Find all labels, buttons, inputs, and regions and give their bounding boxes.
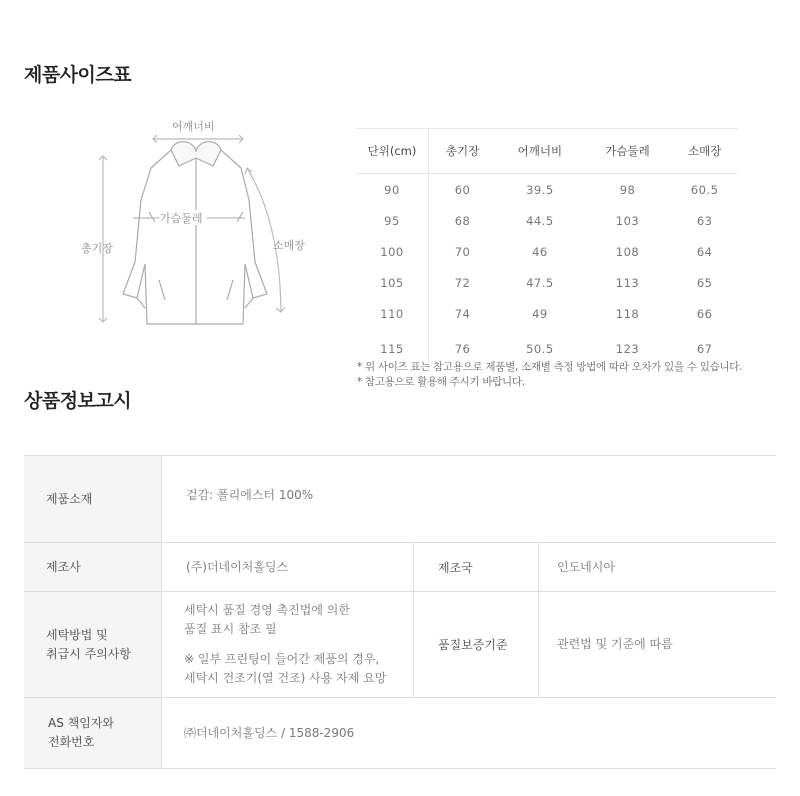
size-cell: 49 [532, 306, 548, 321]
size-cell: 67 [696, 342, 713, 356]
size-cell: 118 [615, 306, 640, 321]
as-label-line2: 전화번호 [48, 735, 95, 749]
warranty-value: 관련법 및 기준에 따름 [557, 637, 673, 651]
header-unit: 단위(cm) [356, 129, 429, 174]
size-cell: 105 [380, 275, 404, 290]
header-chest: 가슴둘레 [584, 129, 672, 174]
jacket-size-diagram [75, 112, 355, 342]
size-cell: 65 [696, 275, 713, 290]
size-cell: 72 [429, 267, 497, 298]
size-cell: 110 [380, 306, 404, 321]
size-cell: 60.5 [690, 182, 719, 197]
size-cell: 108 [615, 244, 640, 259]
material-label: 제품소재 [24, 456, 162, 542]
size-cell: 63 [696, 213, 713, 228]
header-length: 총기장 [429, 129, 497, 174]
header-sleeve: 소매장 [671, 129, 738, 174]
size-cell: 70 [429, 236, 497, 267]
header-shoulder: 어깨너비 [496, 129, 584, 174]
info-row-care [24, 592, 776, 698]
size-table [356, 128, 738, 369]
care-label-line1: 세탁방법 및 [46, 627, 108, 642]
product-info-table [24, 455, 776, 769]
size-cell: 103 [615, 213, 640, 228]
size-cell: 90 [384, 182, 400, 197]
size-cell: 115 [380, 342, 404, 356]
maker-label: 제조사 [24, 543, 162, 591]
length-label: 총기장 [81, 242, 113, 255]
size-cell: 113 [615, 275, 640, 290]
size-cell: 47.5 [526, 275, 554, 290]
size-chart-title: 제품사이즈표 [24, 64, 132, 86]
size-cell: 95 [384, 213, 400, 228]
size-row [356, 298, 738, 329]
size-table-header [356, 129, 738, 174]
care-value [162, 592, 413, 697]
care-label-line2: 취급시 주의사항 [46, 646, 131, 661]
size-cell: 74 [429, 298, 497, 329]
info-row-as [24, 698, 776, 769]
care-value-line4: 세탁시 건조기(열 건조) 사용 자제 요망 [184, 671, 387, 685]
care-label [24, 592, 162, 697]
shoulder-label: 어깨너비 [172, 120, 215, 133]
care-value-line1: 세탁시 품질 경영 촉진법에 의한 [184, 603, 350, 617]
size-cell: 64 [696, 244, 713, 259]
care-value-line3: ※ 일부 프린팅이 들어간 제품의 경우, [184, 652, 380, 666]
info-row-material [24, 456, 776, 543]
size-cell: 68 [429, 205, 497, 236]
size-row [356, 267, 738, 298]
warranty-label: 품질보증기준 [413, 592, 539, 697]
size-cell: 44.5 [526, 213, 554, 228]
size-cell: 66 [696, 306, 713, 321]
size-cell: 50.5 [526, 342, 554, 356]
size-row [356, 236, 738, 267]
size-cell: 39.5 [526, 182, 554, 197]
size-cell: 123 [615, 342, 640, 356]
material-value: 겉감: 폴리에스터 100% [186, 488, 314, 502]
size-cell: 60 [429, 174, 497, 206]
size-cell: 100 [380, 244, 404, 259]
sleeve-label: 소매장 [273, 239, 305, 252]
as-value: ㈜더네이처홀딩스 / 1588-2906 [184, 725, 355, 740]
info-row-maker [24, 543, 776, 592]
maker-value: (주)더네이처홀딩스 [186, 559, 289, 574]
size-cell: 98 [619, 182, 636, 197]
size-cell: 46 [532, 244, 548, 259]
size-note-1: * 위 사이즈 표는 참고용으로 제품별, 소재별 측정 방법에 따라 오차가 있을 수 있습니다. [357, 361, 743, 373]
as-label-line1: AS 책임자와 [48, 716, 115, 730]
size-note-2: * 참고용으로 활용해 주시기 바랍니다. [357, 376, 525, 388]
size-row [356, 205, 738, 236]
as-label [24, 698, 162, 768]
size-cell: 76 [429, 329, 497, 369]
product-info-title: 상품정보고시 [24, 390, 132, 412]
chest-label: 가슴둘레 [160, 212, 203, 225]
size-row [356, 174, 738, 206]
country-label: 제조국 [413, 543, 539, 591]
care-value-line2: 품질 표시 참조 필 [184, 622, 277, 636]
country-value: 인도네시아 [557, 559, 615, 574]
